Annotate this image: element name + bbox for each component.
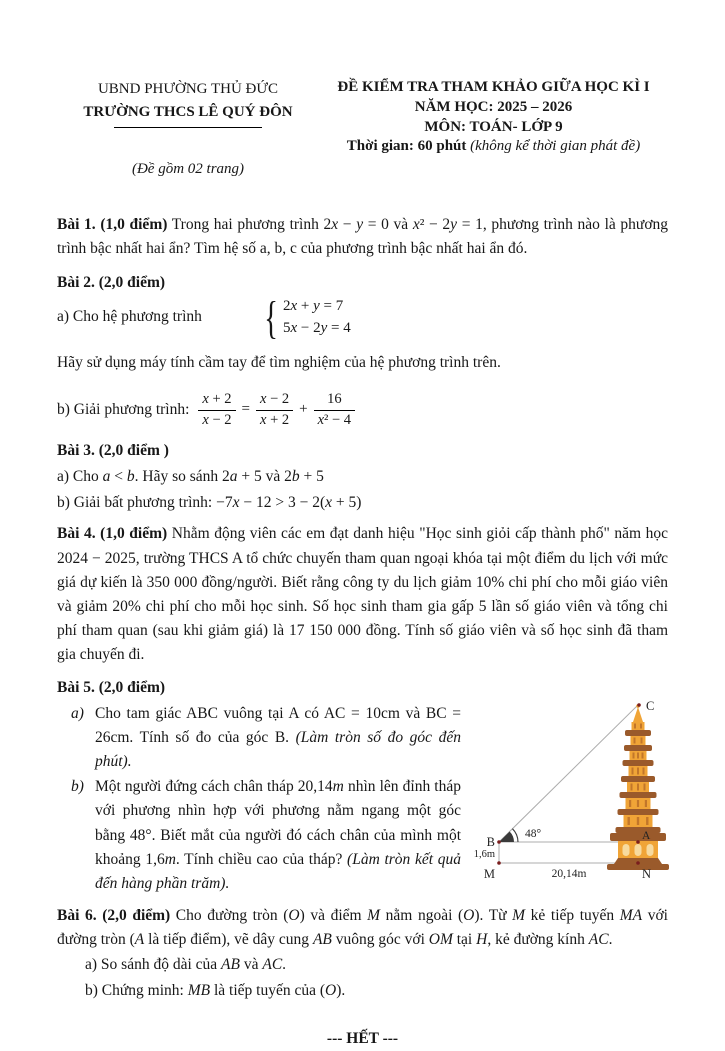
label-m: M (483, 867, 495, 882)
problem-4: Bài 4. (1,0 điểm) Nhằm động viên các em đạt danh hiệu "Học sinh giỏi cấp thành phố" năm học 2024 − 2025, trường THCS A tổ chức chuyến tham quan ngoại khóa tại một điểm du lịch với mức giá dự kiến là 350 000 đồng/người. Biết rằng công ty du lịch giảm 10% chi phí cho mỗi giáo viên và giảm 20% chi phí cho mỗi học sinh. Số học sinh tham gia gấp 5 lần số giáo viên và tổng chi phí tham quan (sau khi giảm giá) là 17 150 000 đồng. Tính số giáo viên và số học sinh đã tham gia chuyến đi. (57, 525, 668, 664)
problem-2b (57, 390, 668, 430)
equation-2: 5x − 2y = 4 (282, 319, 351, 336)
problem-3a: a) Cho a < b. Hãy so sánh 2a + 5 và 2b + 5 (57, 468, 324, 486)
system-brace-icon: { (264, 291, 278, 343)
header-left (57, 78, 319, 181)
subject-grade: MÔN: TOÁN- LỚP 9 (424, 118, 563, 135)
label-a: A (642, 830, 651, 843)
problem-6a: a) So sánh độ dài của AB và AC. (85, 956, 287, 974)
problem-5a (57, 702, 668, 775)
fraction-1: $\frac{x + 2}{x - 2}$ (198, 390, 235, 430)
label-distance: 20,14m (551, 868, 587, 881)
problem-6: Bài 6. (2,0 điểm) Cho đường tròn (O) và điểm M nằm ngoài (O). Từ M kẻ tiếp tuyến MA với đường tròn (A là tiếp điểm), vẽ dây cung AB vuông góc với OM tại H, kẻ đường kính AC. (57, 907, 668, 949)
system-of-equations (260, 291, 351, 343)
problem-6b: b) Chứng minh: MB là tiếp tuyến của (O). (85, 981, 346, 999)
problem-5b-text: Một người đứng cách chân tháp 20,14m nhìn lên đỉnh tháp với phương nhìn hợp với phương nằm ngang một góc bằng 48°. Biết mắt của người đó cách chân của mình một khoảng 1,6m. Tính chiều cao của tháp? (Làm tròn kết quả đến hàng phần trăm). (95, 778, 461, 892)
calculator-note: Hãy sử dụng máy tính cầm tay để tìm nghiệm của hệ phương trình trên. (57, 354, 501, 372)
equals-sign: = (241, 401, 250, 418)
time-limit-note: (không kể thời gian phát đề) (466, 138, 641, 155)
label-eye-height: 1,6m (473, 849, 495, 861)
fraction-3: $\frac{16}{\text{x² − 4}}$ (314, 390, 355, 430)
problem-2a (57, 291, 668, 343)
header-underline (114, 127, 262, 128)
problem-2a-intro: a) Cho hệ phương trình (57, 308, 202, 326)
problem-3 (57, 439, 668, 516)
label-c: C (646, 699, 655, 714)
time-limit-bold: Thời gian: 60 phút (346, 138, 467, 155)
label-b: B (486, 835, 495, 850)
issuing-authority: UBND PHƯỜNG THỦ ĐỨC (97, 81, 279, 97)
equation-1: 2x + y = 7 (282, 298, 344, 315)
problem-5-heading: Bài 5. (2,0 điểm) (57, 679, 166, 697)
problem-2 (57, 271, 668, 430)
fraction-2: $\frac{x - 2}{x + 2}$ (256, 390, 293, 430)
system-equations (283, 297, 351, 338)
school-name: TRƯỜNG THCS LÊ QUÝ ĐÔN (83, 104, 293, 121)
header-right (319, 78, 668, 181)
problem-1: Bài 1. (1,0 điểm) Trong hai phương trình 2x − y = 0 và x² − 2y = 1, phương trình nào là phương trình bậc nhất hai ẩn? Tìm hệ số a, b, c của phương trình bậc nhất hai ẩn đó. (57, 216, 669, 258)
problem-3b: b) Giải bất phương trình: −7x − 12 > 3 − 2(x + 5) (57, 494, 362, 512)
page-count-note: (Đề gồm 02 trang) (131, 160, 245, 177)
label-angle: 48° (525, 828, 542, 841)
problem-5b (57, 775, 668, 896)
problems-5-6 (57, 676, 668, 1002)
problem-5a-text: Cho tam giác ABC vuông tại A có AC = 10cm và BC = 26cm. Tính số đo của góc B. (Làm tròn số đo góc đến phút). (95, 704, 461, 770)
problem-2-heading: Bài 2. (2,0 điểm) (57, 273, 166, 291)
exam-title: ĐỀ KIỂM TRA THAM KHẢO GIỮA HỌC KÌ I (337, 79, 650, 95)
end-marker: --- HẾT --- (326, 1029, 399, 1047)
problem-2b-intro: b) Giải phương trình: (57, 401, 190, 418)
problem-3-heading: Bài 3. (2,0 điểm ) (57, 441, 169, 459)
school-year: NĂM HỌC: 2025 – 2026 (414, 98, 573, 115)
exam-header (57, 78, 668, 181)
label-n: N (642, 867, 652, 882)
plus-sign: + (299, 401, 308, 418)
problem-5a-marker: a) (71, 704, 84, 722)
time-limit (319, 137, 668, 157)
problem-5b-marker: b) (71, 778, 84, 796)
